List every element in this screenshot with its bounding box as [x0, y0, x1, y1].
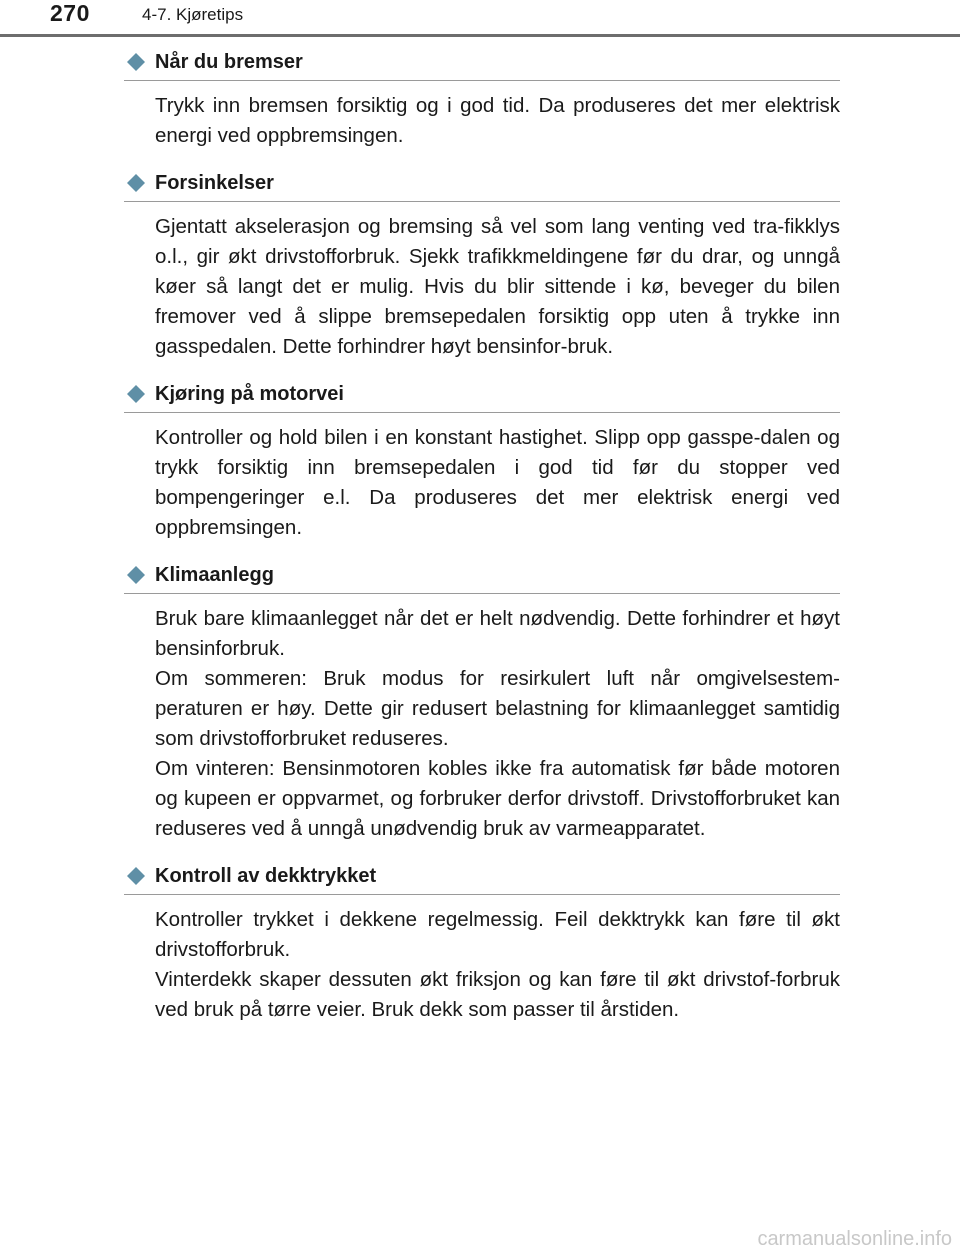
paragraph: Kontroller og hold bilen i en konstant hastighet. Slipp opp gasspe-dalen og trykk forsiktig inn bremsepedalen i god tid før du stopper ved bompengeringer e.l. Da produseres det mer elektrisk energi ved oppbremsingen.	[155, 426, 840, 539]
section-heading	[124, 44, 840, 81]
paragraph: Bruk bare klimaanlegget når det er helt nødvendig. Dette forhindrer et høyt bensinforbruk.	[155, 607, 840, 660]
section-tire-pressure	[124, 858, 840, 1025]
paragraph: Vinterdekk skaper dessuten økt friksjon og kan føre til økt drivstof-forbruk ved bruk på tørre veier. Bruk dekk som passer til årstiden.	[155, 968, 840, 1021]
chapter-title: 4-7. Kjøretips	[142, 5, 244, 24]
page-number: 270	[50, 0, 90, 26]
diamond-bullet-icon	[127, 174, 145, 192]
section-heading-text: Kontroll av dekktrykket	[155, 864, 377, 887]
section-heading-text: Klimaanlegg	[155, 563, 274, 586]
section-braking	[124, 44, 840, 151]
section-heading	[124, 858, 840, 895]
section-heading	[124, 165, 840, 202]
page-header	[0, 0, 960, 40]
watermark: carmanualsonline.info	[757, 1228, 952, 1250]
section-delays	[124, 165, 840, 362]
diamond-bullet-icon	[127, 867, 145, 885]
paragraph: Om vinteren: Bensinmotoren kobles ikke fra automatisk før både motoren og kupeen er oppvarmet, og forbruker derfor drivstoff. Drivstofforbruket kan reduseres ved å unngå unødvendig bruk av varmeapparatet.	[155, 757, 840, 840]
diamond-bullet-icon	[127, 385, 145, 403]
paragraph: Kontroller trykket i dekkene regelmessig. Feil dekktrykk kan føre til økt drivstofforbruk.	[155, 908, 840, 961]
page-content	[124, 44, 840, 1039]
section-heading-text: Forsinkelser	[155, 171, 274, 194]
section-heading-text: Når du bremser	[155, 50, 303, 73]
section-heading	[124, 376, 840, 413]
paragraph: Trykk inn bremsen forsiktig og i god tid. Da produseres det mer elektrisk energi ved oppbremsingen.	[155, 94, 840, 147]
paragraph: Om sommeren: Bruk modus for resirkulert luft når omgivelsestem-peraturen er høy. Dette gir redusert belastning for klimaanlegget samtidig som drivstofforbruket reduseres.	[155, 667, 840, 750]
paragraph: Gjentatt akselerasjon og bremsing så vel som lang venting ved tra-fikklys o.l., gir økt drivstofforbruk. Sjekk trafikkmeldingene før du drar, og unngå køer så langt det er mulig. Hvis du blir sittende i kø, beveger du bilen fremover ved å slippe bremsepedalen forsiktig opp uten å trykke inn gasspedalen. Dette forhindrer høyt bensinfor-bruk.	[155, 215, 840, 358]
section-heading-text: Kjøring på motorvei	[155, 382, 344, 405]
section-heading	[124, 557, 840, 594]
diamond-bullet-icon	[127, 53, 145, 71]
section-air-conditioning	[124, 557, 840, 844]
section-highway	[124, 376, 840, 543]
diamond-bullet-icon	[127, 566, 145, 584]
header-rule	[0, 34, 960, 37]
